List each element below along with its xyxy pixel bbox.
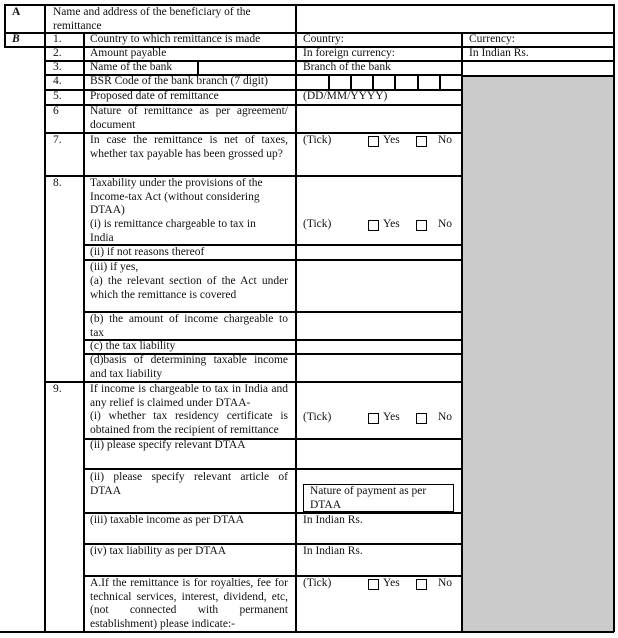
beneficiary-field[interactable] xyxy=(297,5,612,32)
income-chargeable-field[interactable] xyxy=(297,313,460,339)
no-label: No xyxy=(438,577,453,589)
no-label: No xyxy=(438,134,453,146)
shaded-unused-area xyxy=(461,75,613,632)
tax-liability-field[interactable] xyxy=(297,341,460,353)
dtaa-tax-liability-field[interactable]: In Indian Rs. xyxy=(303,545,363,557)
grossed-up-yes-checkbox[interactable] xyxy=(368,136,379,147)
sub-item-label: (ii) please specify relevant article of DTAA xyxy=(90,471,288,497)
sub-item-label: (i) is remittance chargeable to tax in India xyxy=(90,218,256,244)
sub-item-label: (d)basis of determining taxable income and tax liability xyxy=(90,354,288,380)
foreign-currency-amount-field[interactable]: In foreign currency: xyxy=(303,47,395,59)
country-field[interactable]: Country: xyxy=(303,33,344,45)
rule xyxy=(44,4,46,632)
basis-of-taxable-income-field[interactable] xyxy=(297,355,460,381)
item-number: 4. xyxy=(53,75,62,87)
yes-label: Yes xyxy=(383,411,400,423)
remittance-date-field[interactable]: (DD/MM/YYYY) xyxy=(303,90,388,102)
section-of-act-field[interactable] xyxy=(297,261,460,311)
item-number: 1. xyxy=(53,33,62,45)
currency-field[interactable]: Currency: xyxy=(469,33,515,45)
item-label: Proposed date of remittance xyxy=(90,90,219,102)
rule xyxy=(0,631,614,633)
indian-rs-amount-field[interactable]: In Indian Rs. xyxy=(469,47,529,59)
sub-item-label: (i) whether tax residency certificate is obtained from the recipient of remittance xyxy=(90,410,288,436)
tick-label: (Tick) xyxy=(303,218,332,230)
item-number: 2. xyxy=(53,47,62,59)
grossed-up-no-checkbox[interactable] xyxy=(416,136,427,147)
item-label: Taxability under the provisions of the Income-tax Act (without considering DTAA) xyxy=(90,177,263,216)
item-number: 7. xyxy=(53,134,62,146)
relevant-dtaa-field[interactable] xyxy=(297,440,460,468)
yes-label: Yes xyxy=(383,218,400,230)
sub-item-label: (b) the amount of income chargeable to tax xyxy=(90,313,288,339)
rule xyxy=(613,4,615,632)
bsr-code-field[interactable] xyxy=(297,76,460,89)
sub-item-label: (a) the relevant section of the Act under which the remittance is covered xyxy=(90,275,288,301)
nature-of-payment-label: Nature of payment as per DTAA xyxy=(310,485,427,511)
item-number: 3. xyxy=(53,61,62,73)
item-label: Name of the bank xyxy=(90,61,173,73)
section-a-letter: A xyxy=(12,6,21,18)
sub-item-label: A.If the remittance is for royalties, fee for technical services, interest, dividend, etc,(not connected with permanent establishment) please indicate:- xyxy=(90,577,288,630)
section-a-label: Name and address of the beneficiary of the remittance xyxy=(53,6,251,32)
sub-item-label: (iii) taxable income as per DTAA xyxy=(90,514,244,526)
item-number: 6 xyxy=(53,105,59,117)
item-number: 8. xyxy=(53,177,62,189)
sub-item-label: (ii) please specify relevant DTAA xyxy=(90,439,246,451)
rule xyxy=(461,32,463,632)
item-label: BSR Code of the bank branch (7 digit) xyxy=(90,75,268,87)
rule xyxy=(4,4,6,47)
section-b-letter: B xyxy=(12,33,20,45)
dtaa-taxable-income-field[interactable]: In Indian Rs. xyxy=(303,514,363,526)
royalties-yes-checkbox[interactable] xyxy=(368,579,379,590)
rule xyxy=(83,32,85,632)
sub-item-label: (ii) if not reasons thereof xyxy=(90,246,205,258)
trc-no-checkbox[interactable] xyxy=(416,413,427,424)
item-label: Nature of remittance as per agreement/ document xyxy=(90,105,288,131)
chargeable-yes-checkbox[interactable] xyxy=(368,220,379,231)
no-label: No xyxy=(438,218,453,230)
item-label: In case the remittance is net of taxes, whether tax payable has been grossed up? xyxy=(90,134,288,160)
royalties-no-checkbox[interactable] xyxy=(416,579,427,590)
tick-label: (Tick) xyxy=(303,577,332,589)
rule xyxy=(83,468,462,470)
bank-branch-field[interactable]: Branch of the bank xyxy=(303,61,391,73)
rule xyxy=(461,75,614,77)
item-label: Amount payable xyxy=(90,47,167,59)
item-number: 5. xyxy=(53,90,62,102)
nature-of-payment-box[interactable] xyxy=(303,484,454,512)
tick-label: (Tick) xyxy=(303,411,332,423)
item-number: 9. xyxy=(53,383,62,395)
bank-name-field[interactable] xyxy=(199,61,294,74)
item-label: If income is chargeable to tax in India and any relief is claimed under DTAA- xyxy=(90,383,288,409)
yes-label: Yes xyxy=(383,134,400,146)
no-label: No xyxy=(438,411,453,423)
sub-item-label: (iii) if yes, xyxy=(90,261,139,273)
trc-yes-checkbox[interactable] xyxy=(368,413,379,424)
yes-label: Yes xyxy=(383,577,400,589)
chargeable-no-checkbox[interactable] xyxy=(416,220,427,231)
reasons-field[interactable] xyxy=(297,246,460,259)
sub-item-label: (c) the tax liability xyxy=(90,340,176,352)
nature-of-remittance-field[interactable] xyxy=(297,106,460,132)
sub-item-label: (iv) tax liability as per DTAA xyxy=(90,545,227,557)
tick-label: (Tick) xyxy=(303,134,332,146)
item-label: Country to which remittance is made xyxy=(90,33,261,45)
